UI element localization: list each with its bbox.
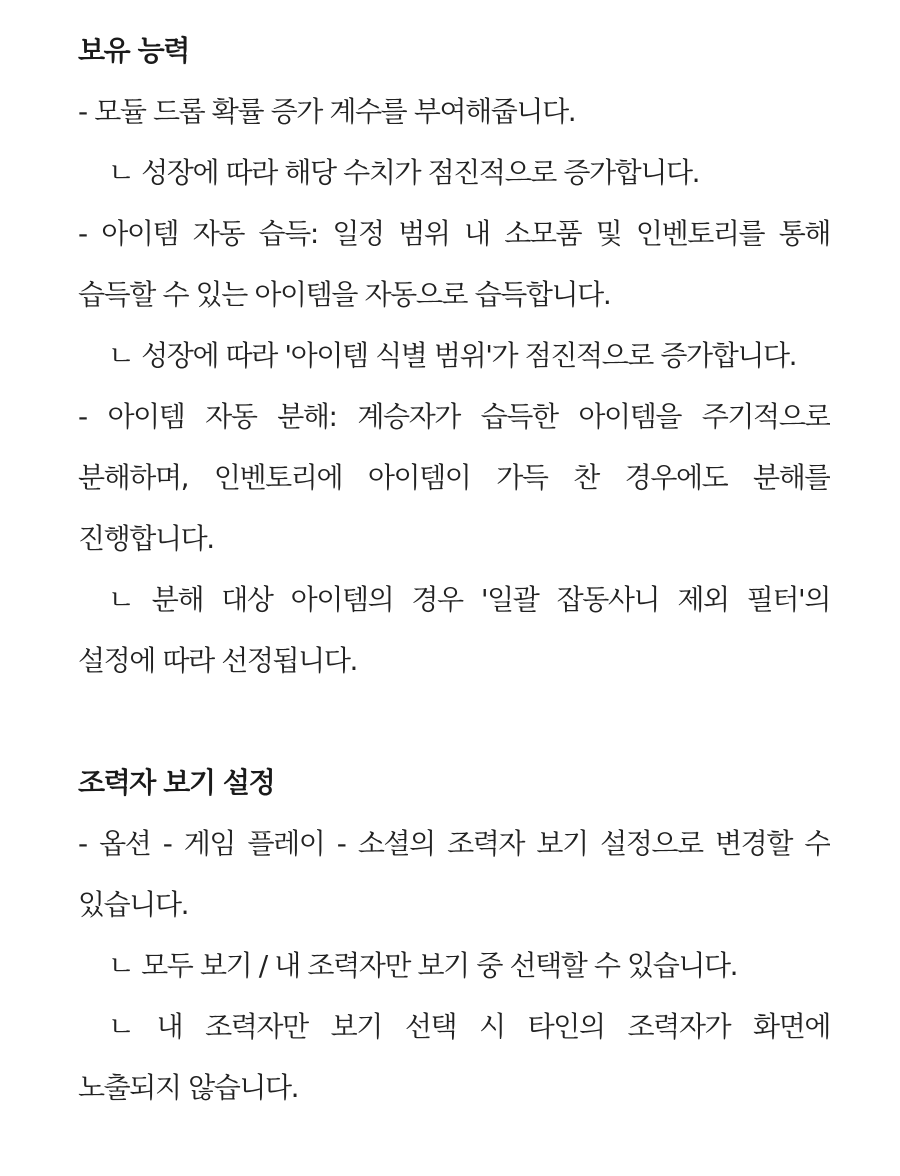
section-title-abilities: 보유 능력 [78, 34, 189, 67]
ability-subline-dismantle-filter-cont: 설정에 따라 선정됩니다. [78, 644, 357, 677]
section-spacer [78, 691, 830, 752]
helper-subline-hide-others: ㄴ 내 조력자만 보기 선택 시 타인의 조력자가 화면에 [108, 1010, 830, 1043]
ability-line-auto-dismantle-cont: 분해하며, 인벤토리에 아이템이 가득 찬 경우에도 분해를 [78, 461, 830, 494]
ability-line-auto-dismantle: - 아이템 자동 분해: 계승자가 습득한 아이템을 주기적으로 [78, 400, 830, 433]
helper-subline-view-choice: ㄴ 모두 보기 / 내 조력자만 보기 중 선택할 수 있습니다. [108, 949, 738, 982]
ability-line-auto-pickup: - 아이템 자동 습득: 일정 범위 내 소모품 및 인벤토리를 통해 [78, 217, 830, 250]
helper-line-option-path: - 옵션 - 게임 플레이 - 소셜의 조력자 보기 설정으로 변경할 수 [78, 827, 830, 860]
ability-line-auto-dismantle-end: 진행합니다. [78, 522, 214, 555]
helper-subline-hide-others-cont: 노출되지 않습니다. [78, 1071, 299, 1104]
ability-line-auto-pickup-cont: 습득할 수 있는 아이템을 자동으로 습득합니다. [78, 278, 611, 311]
ability-subline-dismantle-filter: ㄴ 분해 대상 아이템의 경우 '일괄 잡동사니 제외 필터'의 [108, 583, 830, 616]
ability-subline-identify-range: ㄴ 성장에 따라 '아이템 식별 범위'가 점진적으로 증가합니다. [108, 339, 797, 372]
document-body [78, 20, 830, 1118]
ability-subline-growth: ㄴ 성장에 따라 해당 수치가 점진적으로 증가합니다. [108, 156, 700, 189]
helper-line-option-path-cont: 있습니다. [78, 888, 189, 921]
ability-line-module-drop: - 모듈 드롭 확률 증가 계수를 부여해줍니다. [78, 95, 576, 128]
section-title-helper-view: 조력자 보기 설정 [78, 766, 275, 799]
